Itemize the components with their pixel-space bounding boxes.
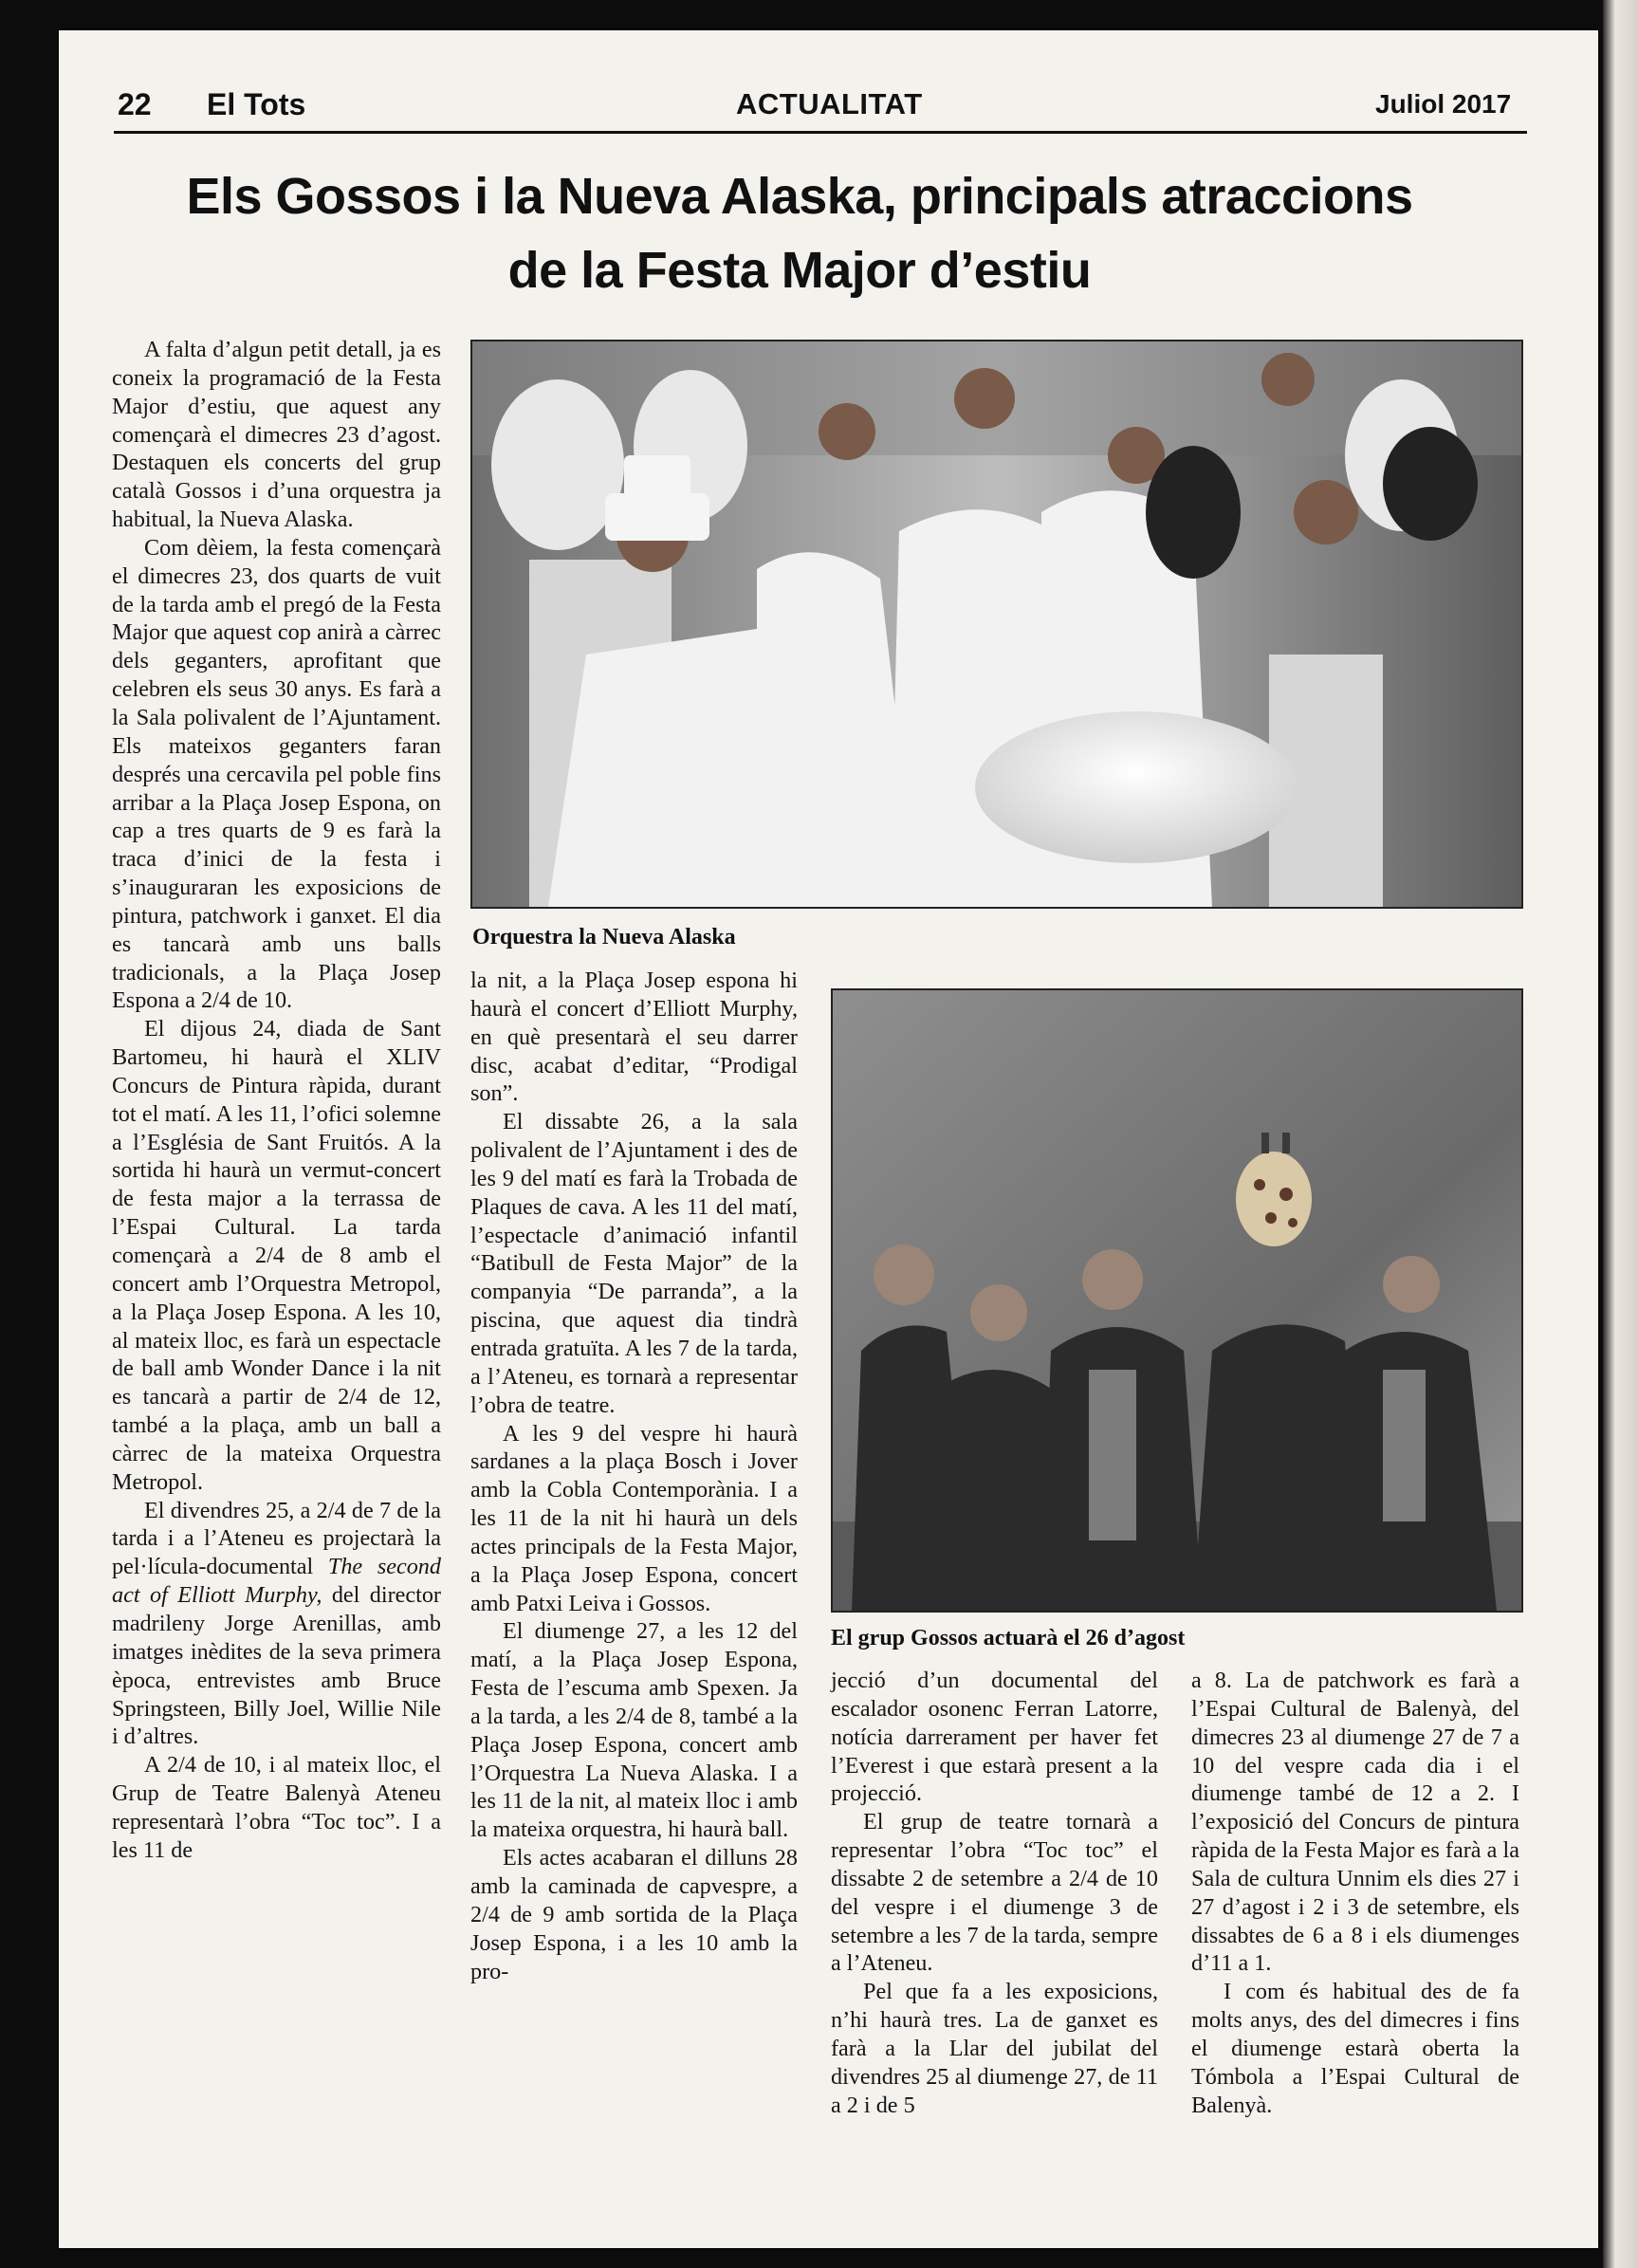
- next-page-edge: [1603, 0, 1638, 2268]
- article-column-1: [112, 336, 441, 2152]
- gossos-photo-image: [833, 990, 1521, 1611]
- paragraph: El diumenge 27, a les 12 del matí, a la Plaça Josep Espona, Festa de l’escuma amb Spexen. Ja a la tarda, a les 2/4 de 8, també a la Plaça Josep Espona, concert amb l’Orquestra La Nueva Alaska. I a les 11 de la nit, al mateix lloc i amb la mateixa orquestra, hi haurà ball.: [470, 1618, 798, 1843]
- paragraph: El dijous 24, diada de Sant Bartomeu, hi haurà el XLIV Concurs de Pintura ràpida, durant tot el matí. A les 11, l’ofici solemne a l’Església de Sant Fruitós. A la sortida hi haurà un vermut-concert de festa major a la terrassa de l’Espai Cultural. La tarda començarà a 2/4 de 8 amb el concert amb l’Orquestra Metropol, a la Plaça Josep Espona. A les 10, al mateix lloc, es farà un espectacle de ball amb Wonder Dance i la nit es tancarà a partir de 2/4 de 12, també a la plaça, amb un ball a càrrec de la mateixa Orquestra Metropol.: [112, 1016, 441, 1495]
- publication-name: El Tots: [207, 87, 306, 121]
- paragraph: A 2/4 de 10, i al mateix lloc, el Grup de Teatre Balenyà Ateneu representarà l’obra “Toc toc”. I a les 11 de: [112, 1752, 441, 1863]
- headline: [114, 159, 1485, 307]
- gossos-photo-caption: El grup Gossos actuarà el 26 d’agost: [831, 1626, 1186, 1650]
- paragraph: El grup de teatre tornarà a representar l’obra “Toc toc” el dissabte 2 de setembre a 2/4 de 10 del vespre i el diumenge 3 de setembre a les 7 de la tarda, sempre a l’Ateneu.: [831, 1809, 1158, 1977]
- paragraph: [112, 1497, 441, 1752]
- headline-line-1: Els Gossos i la Nueva Alaska, principals atraccions: [186, 168, 1413, 225]
- paragraph: A les 9 del vespre hi haurà sardanes a la plaça Bosch i Jover amb la Cobla Contemporània. I a les 11 de la nit hi haurà un dels actes principals de la Festa Major, a la Plaça Josep Espona, concert amb Patxi Leiva i Gossos.: [470, 1420, 798, 1616]
- paragraph: Els actes acabaran el dilluns 28 amb la caminada de capvespre, a 2/4 de 9 amb sortida de la Plaça Josep Espona, i a les 10 amb la pro-: [470, 1845, 798, 1984]
- paragraph-text: del director madrileny Jorge Arenillas, amb imatges inèdites de la seva primera època, entrevistes amb Bruce Springsteen, Billy Joel, Willie Nile i d’altres.: [112, 1582, 441, 1750]
- orchestra-photo-image: [472, 341, 1521, 907]
- article-column-4: [1191, 1667, 1519, 2160]
- paragraph: jecció d’un documental del escalador osonenc Ferran Latorre, notícia darrerament per haver fet l’Everest i que estarà present a la projecció.: [831, 1668, 1158, 1807]
- headline-line-2: de la Festa Major d’estiu: [507, 242, 1092, 299]
- gossos-photo: [831, 988, 1523, 1613]
- article-column-2: [470, 967, 798, 2152]
- orchestra-photo: [470, 340, 1523, 909]
- orchestra-photo-caption: Orquestra la Nueva Alaska: [472, 925, 736, 950]
- paragraph: A falta d’algun petit detall, ja es coneix la programació de la Festa Major d’estiu, que aquest any començarà el dimecres 23 d’agost. Destaquen els concerts del grup català Gossos i d’una orquestra ja habitual, la Nueva Alaska.: [112, 337, 441, 533]
- paragraph: a 8. La de patchwork es farà a l’Espai Cultural de Balenyà, del dimecres 23 al diumenge 27 de 7 a 10 del vespre cada dia i el diumenge també de 12 a 2. I l’exposició del Concurs de pintura ràpida de la Festa Major es farà a la Sala de cultura Unnim els dies 27 i 27 d’agost i 2 i 3 de setembre, els dissabtes de 6 a 8 i els diumenges d’11 a 1.: [1191, 1668, 1519, 1977]
- section-name: ACTUALITAT: [736, 87, 923, 120]
- issue-date: Juliol 2017: [1375, 89, 1512, 119]
- header-rule: [114, 131, 1527, 134]
- page-number: 22: [118, 87, 152, 121]
- paragraph: El dissabte 26, a la sala polivalent de l’Ajuntament i des de les 9 del matí es farà la Trobada de Plaques de cava. A les 11 del matí, l’espectacle d’animació infantil “Batibull de Festa Major” de la companyia “De parranda”, a la piscina, que aquest dia tindrà entrada gratuïta. A les 7 de la tarda, a l’Ateneu, es tornarà a representar l’obra de teatre.: [470, 1109, 798, 1418]
- paragraph: Pel que fa a les exposicions, n’hi haurà tres. La de ganxet es farà a la Llar del jubilat del divendres 25 al diumenge 27, de 11 a 2 i de 5: [831, 1979, 1158, 2118]
- paragraph: I com és habitual des de fa molts anys, des del dimecres i fins el diumenge estarà oberta la Tómbola a l’Espai Cultural de Balenyà.: [1191, 1979, 1519, 2118]
- paragraph: Com dèiem, la festa començarà el dimecres 23, dos quarts de vuit de la tarda amb el pregó de la Festa Major que aquest cop anirà a càrrec dels geganters, aprofitant que celebren els seus 30 anys. Es farà a la Sala polivalent de l’Ajuntament. Els mateixos geganters faran després una cercavila pel poble fins arribar a la Plaça Josep Espona, on cap a tres quarts de 9 es farà la traca d’inici de la festa i s’inauguraran les exposicions de pintura, patchwork i ganxet. El dia es tancarà amb uns balls tradicionals, a la Plaça Josep Espona a 2/4 de 10.: [112, 534, 441, 1014]
- article-column-3: [831, 1667, 1158, 2160]
- film-title: The second act of Elliott Murphy,: [112, 1554, 441, 1609]
- paragraph-text: El divendres 25, a 2/4 de 7 de la tarda i a l’Ateneu es projectarà la pel·lícula-documental: [112, 1497, 441, 1580]
- paragraph: la nit, a la Plaça Josep espona hi haurà el concert d’Elliott Murphy, en què presentarà el seu darrer disc, acabat d’editar, “Prodigal son”.: [470, 968, 798, 1107]
